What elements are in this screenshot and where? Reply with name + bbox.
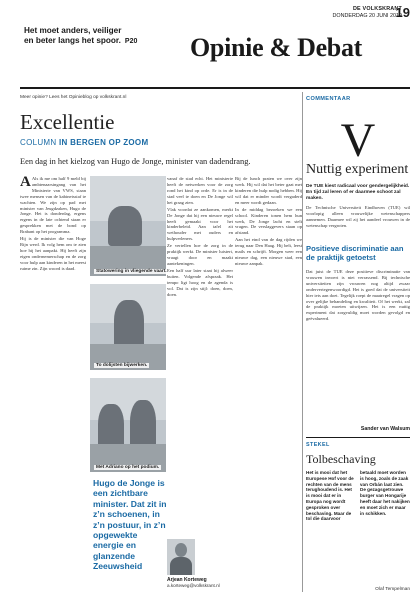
drop-cap: A bbox=[20, 176, 31, 190]
section-title: Opinie & Debat bbox=[190, 33, 363, 62]
text-column-3 bbox=[167, 176, 233, 588]
kicker-place: IN BERGEN OP ZOOM bbox=[59, 138, 149, 147]
big-letter-graphic bbox=[306, 118, 410, 158]
column-article bbox=[20, 92, 304, 592]
teaser-page-ref: P20 bbox=[124, 38, 138, 45]
teaser-line2 bbox=[24, 36, 174, 47]
paragraph: Bij de lunch praten we over zijn werk. Hij wil dat het beter gaat met kinderen die hulp nodig hebben. Hij wil dat er minder wordt vergaderd en meer wordt gedaan. bbox=[235, 176, 302, 205]
paragraph-text: Als ik me om half 9 meld bij ambtenaarsingang van het Ministerie van VWS, staan twee mensen van de kabinetsstaf te wachten. We zijn op pad met minister van Jeugdzaken, Hugo de Jonge. Het is donderdag, ergens ergens in de late ochtend staan er gesprekken met de bond op Brabant op het programma. bbox=[20, 176, 86, 235]
commentary-column bbox=[306, 92, 410, 594]
author-email[interactable]: a.korteweg@volkskrant.nl bbox=[167, 583, 220, 588]
author-name: Arjean Korteweg bbox=[167, 577, 207, 583]
article-intro: Een dag in het kielzog van Hugo de Jonge, minister van dadendrang. bbox=[20, 157, 251, 166]
paragraph: Hij is de minister die van Hoge Rijn werd. Ik volg hem om te zien hoe hij het aanpakt. Hij heeft zijn eigen ondernemerschap en de zorg voor hulp aan kinderen in het meest ruime zin. Zijn woord is daad. bbox=[20, 236, 86, 271]
commentary-label: COMMENTAAR bbox=[306, 96, 351, 102]
stekel-title: Tolbeschaving bbox=[306, 452, 376, 466]
commentary-lead: De TUE kiest radicaal voor gendergelijkheid. En tijd zal leren of er daarmee schoot zal maken. bbox=[306, 184, 410, 202]
paragraph: Aan het eind van de dag rijden we terug naar Den Haag. Hij belt, leest mails en schrijft. Morgen weer een nieuwe dag, een nieuwe stad, een nieuwe aanpak. bbox=[235, 237, 302, 267]
commentary-body-2: Dat juist de TUE deze positieve discriminatie van vrouwen invoert is niet verrassend. Bij technische universiteiten zijn vrouwen nog altijd zwaar ondervertegenwoordigd. Het is goed dat de universiteit hier iets aan doet. Tegelijk roept de maatregel vragen op over gelijke behandeling en kwaliteit. Of het werkt, zal de praktijk moeten uitwijzen. Het is een nuttig experiment dat zorgvuldig moet worden gevolgd en geëvalueerd. bbox=[306, 269, 410, 322]
commentary-pullquote: Positieve discriminatie aan de praktijk getoetst bbox=[306, 244, 404, 263]
paper-info bbox=[196, 6, 402, 20]
photo-subject bbox=[108, 206, 142, 246]
paragraph bbox=[20, 176, 86, 235]
kicker-prefix: COLUMN bbox=[20, 138, 57, 147]
text-column-1 bbox=[20, 176, 86, 588]
photo-stage bbox=[90, 378, 166, 472]
article-kicker bbox=[20, 138, 148, 147]
paragraph: Ze vertellen hoe de zorg in de praktijk werkt. De minister luistert, vraagt door en maakt aantekeningen. bbox=[167, 243, 233, 267]
author-body bbox=[170, 557, 192, 575]
stekel-signature: Olaf Tempelman bbox=[375, 587, 410, 592]
author-photo bbox=[167, 539, 195, 575]
stekel-label: STEKEL bbox=[306, 442, 330, 448]
author-head bbox=[175, 543, 187, 557]
paragraph: In de middag bezoeken we een school. Kinderen tonen hem hun werk, De Jonge lacht en stelt vragen. De verslaggevers staan op afstand. bbox=[235, 206, 302, 236]
masthead bbox=[0, 0, 418, 92]
paragraph: vanaf de stad echt. Het ministerie heeft de netwerken voor de zorg rond het kind op orde. Er is in de stad veel te doen en De Jonge wil het graag zien. bbox=[167, 176, 233, 205]
photo-caption: Met Adriano op het podium. bbox=[96, 465, 160, 470]
column-divider bbox=[302, 92, 303, 592]
photo-subject bbox=[114, 300, 144, 350]
teaser-line1: Het moet anders, veiliger bbox=[24, 26, 122, 35]
top-rule bbox=[20, 87, 410, 89]
article-headline: Excellentie bbox=[20, 110, 115, 134]
page-number: 19 bbox=[395, 5, 410, 20]
photo-desk bbox=[90, 284, 166, 370]
text-column-4 bbox=[235, 176, 302, 588]
teaser[interactable] bbox=[24, 26, 174, 47]
photo-vehicle bbox=[90, 176, 166, 276]
commentary-author: Sander van Walsum bbox=[360, 426, 410, 432]
commentary-body-1: De Technische Universiteit Eindhoven (TUE) wil voorlopig alleen vrouwelijke wetenschappers aannemen. Daarmee wil zij het aandeel vrouwen in de wetenschap vergroten. bbox=[306, 205, 410, 228]
pull-quote: Hugo de Jonge is een zichtbare minister. Dat zit in z’n schoenen, in z’n postuur, in z’n opgewekte energie en glanzende Zeeuwsheid bbox=[93, 478, 167, 572]
paper-name: DE VOLKSKRANT bbox=[352, 6, 402, 12]
paragraph: Een half uur later staat hij alweer buiten. Volgende afspraak. Het tempo ligt hoog en de agenda is vol. Dat is zijn stijl: doen, doen, doen. bbox=[167, 268, 233, 297]
paragraph: Vlak voordat ze aankomen, merkt De Jonge dat hij een nieuwe regel heeft gemaakt voor het kinderbeleid. Aan tafel zit wethouder met ouders en hulpverleners. bbox=[167, 206, 233, 242]
paper-date: DONDERDAG 20 JUNI 2019 bbox=[332, 13, 402, 19]
opinieblog-note[interactable]: Meer opinie? Lees het Opinieblog op volkskrant.nl bbox=[20, 95, 127, 100]
section-rule bbox=[306, 437, 410, 438]
commentary-title: Nuttig experiment bbox=[306, 162, 409, 177]
big-letter: V bbox=[340, 118, 376, 158]
photo-caption: To dolijsten bijwerken. bbox=[96, 363, 148, 368]
stekel-body: Het is mooi dat het Europese Hof voor de rechten van de mens terughoudend is. Het is mooi dat er in Europa nog wordt gesproken over beschaving. Maar de tol die daarvoor betaald moet worden is hoog, zoals de zaak van Orbán laat zien. De gezagsgetrouwe burger van Hongarije heeft daar het nakijken en moet zich er maar in schikken. bbox=[306, 470, 410, 522]
photo-caption: Statowering in vliegende vaart. bbox=[96, 269, 167, 274]
teaser-line2-text: en beter langs het spoor. bbox=[24, 36, 121, 45]
